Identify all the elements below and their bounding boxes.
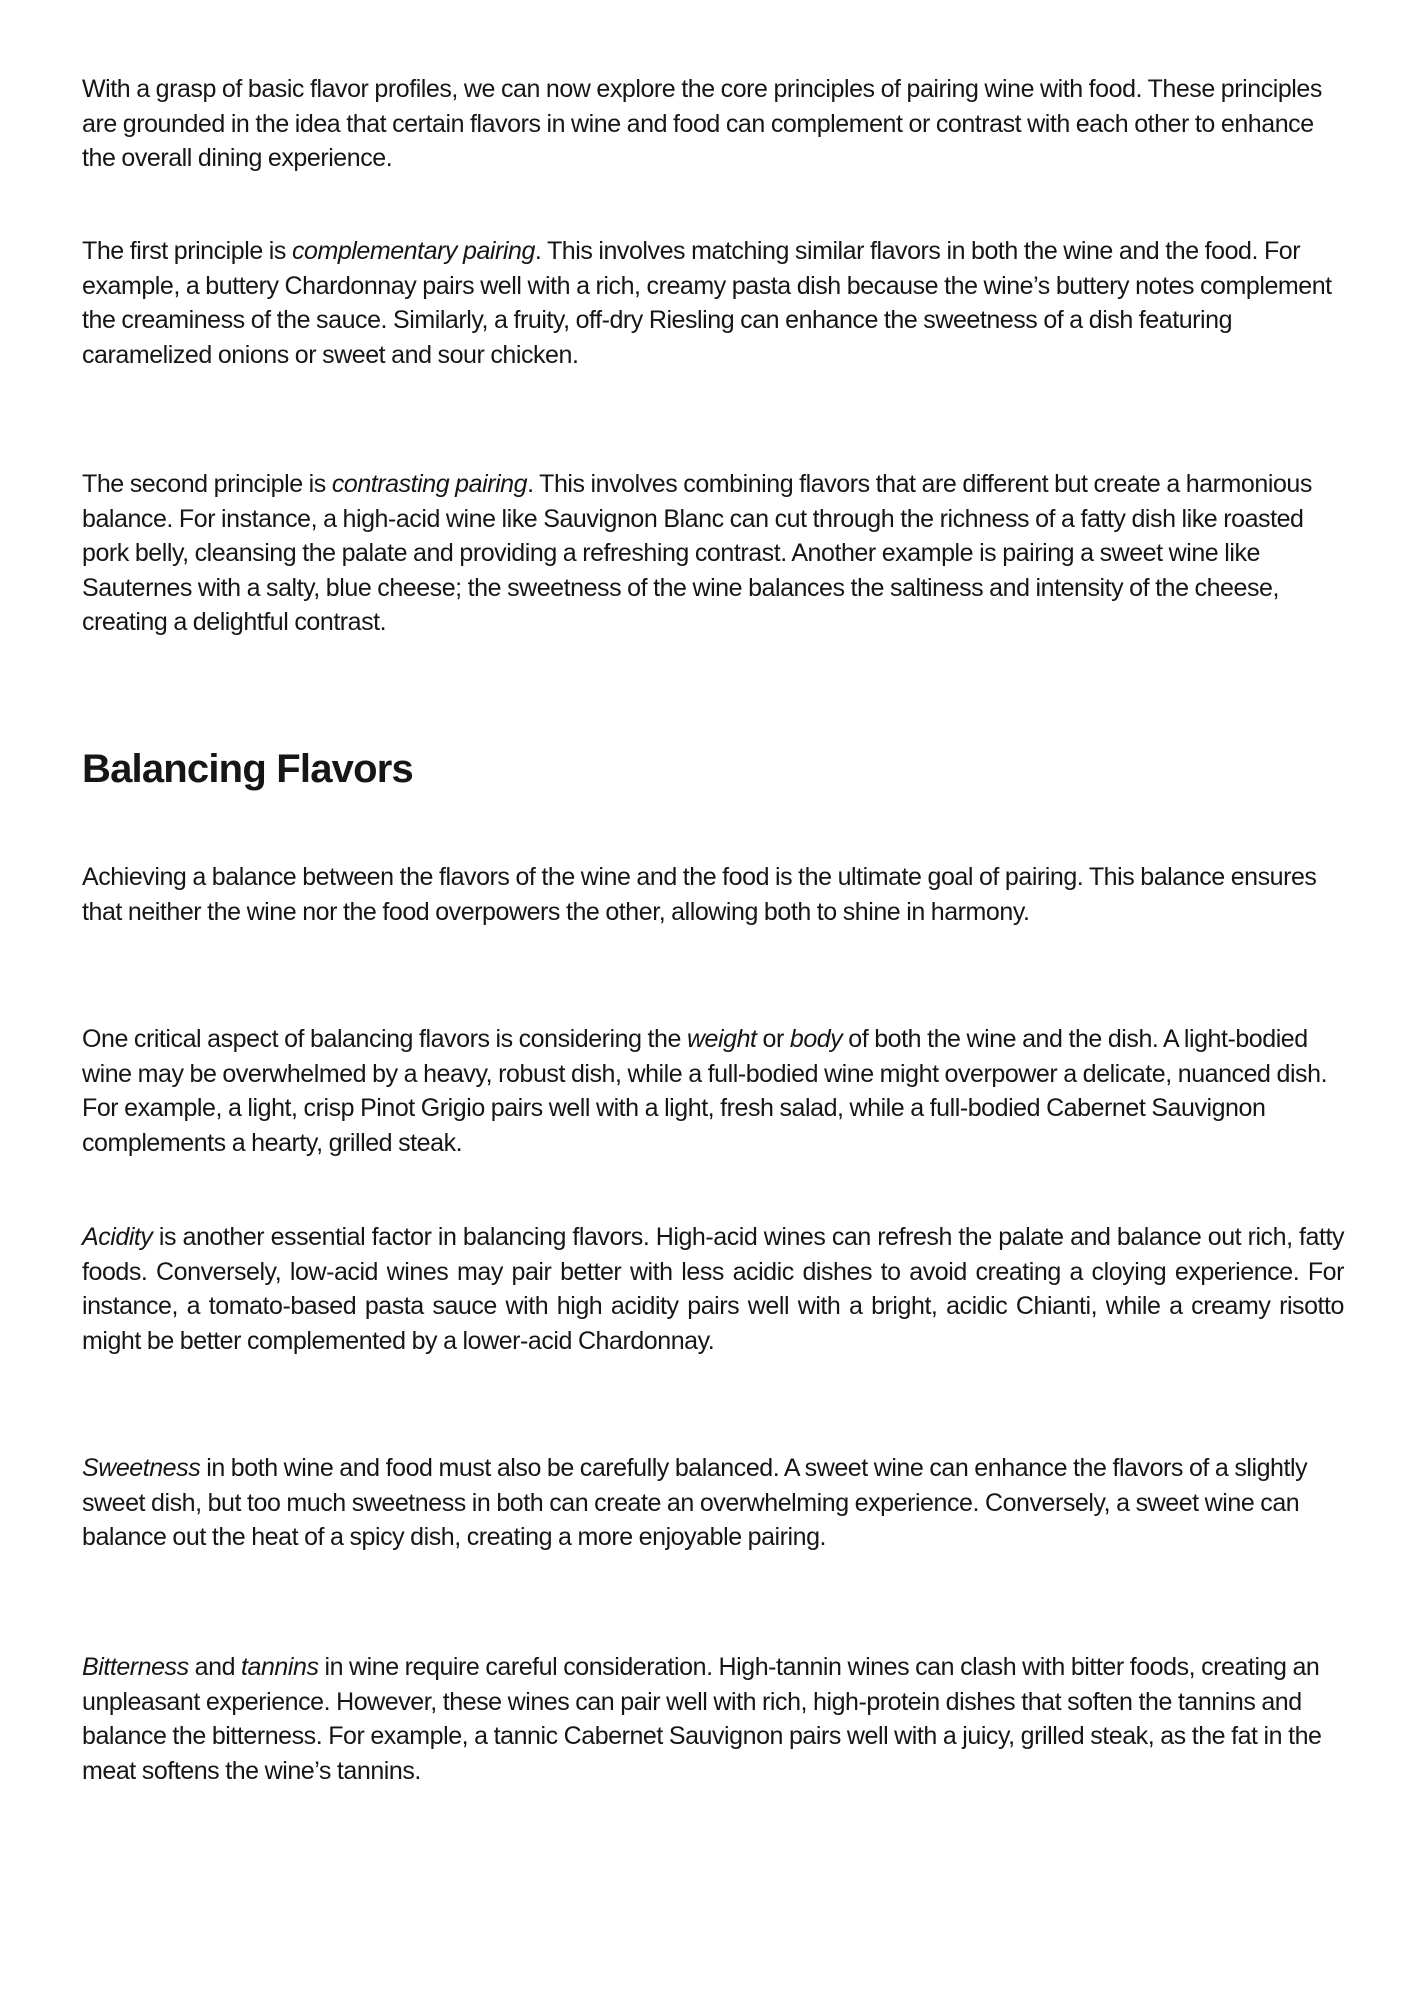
emphasis-term: Acidity (82, 1223, 153, 1251)
paragraph-text: The first principle is (82, 237, 292, 265)
contrasting-pairing-paragraph (82, 467, 1344, 640)
paragraph-text: and (188, 1653, 242, 1681)
sweetness-paragraph (82, 1451, 1344, 1555)
emphasis-term: tannins (241, 1653, 319, 1681)
acidity-paragraph (82, 1220, 1344, 1358)
weight-body-paragraph (82, 1022, 1344, 1160)
section-heading: Balancing Flavors (82, 747, 413, 791)
emphasis-term: weight (686, 1025, 757, 1053)
emphasis-term: Bitterness (82, 1653, 189, 1681)
bitterness-tannins-paragraph (82, 1650, 1344, 1788)
paragraph-text: . This involves matching similar flavors in both the wine and the food. For example, a buttery Chardonnay pairs well with a rich, creamy pasta dish because the wine’s buttery notes complement the creaminess of the sauce. Similarly, a fruity, off-dry Riesling can enhance the sweetness of a dish featuring caramelized onions or sweet and sour chicken. (82, 237, 1332, 369)
intro-text: With a grasp of basic flavor profiles, we can now explore the core principles of pairing wine with food. These principles are grounded in the idea that certain flavors in wine and food can complement or contrast with each other to enhance the overall dining experience. (82, 75, 1322, 172)
paragraph-text: Achieving a balance between the flavors of the wine and the food is the ultimate goal of pairing. This balance ensures that neither the wine nor the food overpowers the other, allowing both to shine in harmony. (82, 863, 1317, 926)
paragraph-text: . This involves combining flavors that are different but create a harmonious balance. For instance, a high-acid wine like Sauvignon Blanc can cut through the richness of a fatty dish like roasted pork belly, cleansing the palate and providing a refreshing contrast. Another example is pairing a sweet wine like Sauternes with a salty, blue cheese; the sweetness of the wine balances the saltiness and intensity of the cheese, creating a delightful contrast. (82, 470, 1312, 636)
emphasis-term: Sweetness (82, 1454, 201, 1482)
paragraph-text: The second principle is (82, 470, 332, 498)
balance-intro-paragraph (82, 860, 1344, 929)
emphasis-term: contrasting pairing (331, 470, 528, 498)
emphasis-term: complementary pairing (291, 237, 535, 265)
paragraph-text: of both the wine and the dish. A light-bodied wine may be overwhelmed by a heavy, robust dish, while a full-bodied wine might overpower a delicate, nuanced dish. For example, a light, crisp Pinot Grigio pairs well with a light, fresh salad, while a full-bodied Cabernet Sauvignon complements a hearty, grilled steak. (82, 1025, 1328, 1157)
intro-paragraph (82, 72, 1344, 176)
emphasis-term: body (789, 1025, 843, 1053)
paragraph-text: or (756, 1025, 790, 1053)
paragraph-text: One critical aspect of balancing flavors is considering the (82, 1025, 687, 1053)
paragraph-text: in wine require careful consideration. High-tannin wines can clash with bitter foods, creating an unpleasant experience. However, these wines can pair well with rich, high-protein dishes that soften the tannins and balance the bitterness. For example, a tannic Cabernet Sauvignon pairs well with a juicy, grilled steak, as the fat in the meat softens the wine’s tannins. (82, 1653, 1322, 1785)
paragraph-text: is another essential factor in balancing flavors. High-acid wines can refresh the palate and balance out rich, fatty foods. Conversely, low-acid wines may pair better with less acidic dishes to avoid creating a cloying experience. For instance, a tomato-based pasta sauce with high acidity pairs well with a bright, acidic Chianti, while a creamy risotto might be better complemented by a lower-acid Chardonnay. (82, 1223, 1344, 1355)
complementary-pairing-paragraph (82, 234, 1344, 372)
paragraph-text: in both wine and food must also be carefully balanced. A sweet wine can enhance the flavors of a slightly sweet dish, but too much sweetness in both can create an overwhelming experience. Conversely, a sweet wine can balance out the heat of a spicy dish, creating a more enjoyable pairing. (82, 1454, 1308, 1551)
